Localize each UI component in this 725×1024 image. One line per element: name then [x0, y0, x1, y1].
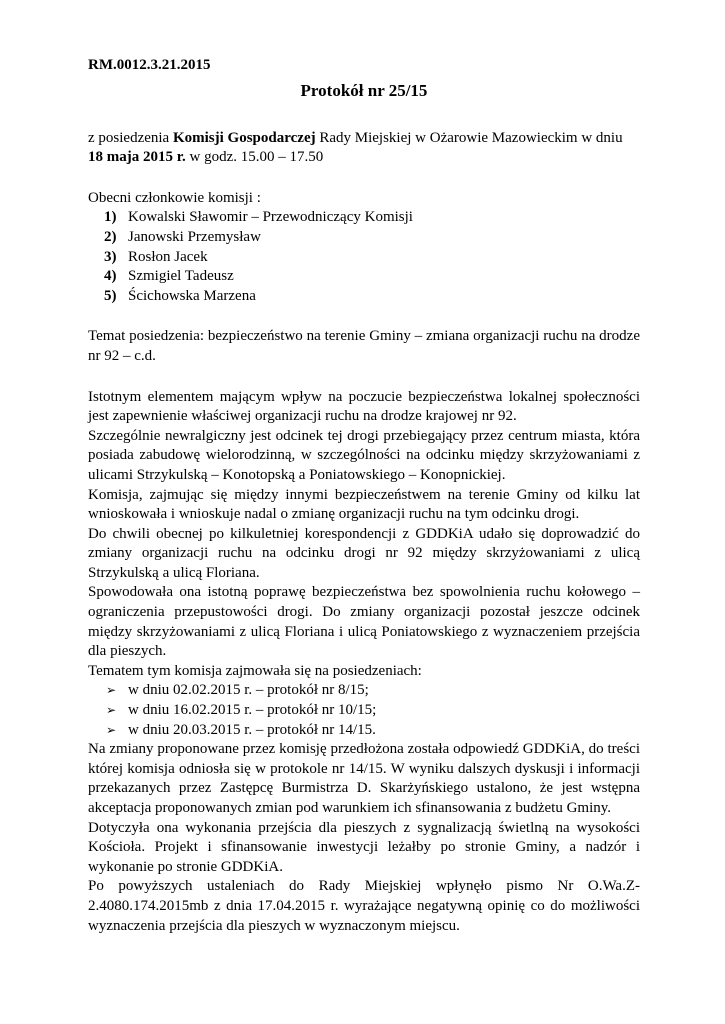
list-item [106, 681, 640, 701]
list-item [106, 701, 640, 721]
members-heading: Obecni członkowie komisji : [88, 189, 261, 206]
arrow-bullet-icon: ➢ [106, 722, 117, 737]
document-title: Protokół nr 25/15 [300, 80, 428, 100]
list-item [104, 248, 640, 268]
list-item [106, 721, 640, 741]
meeting-date: 18 maja 2015 r. [88, 149, 186, 166]
member-name: Janowski Przemysław [128, 228, 261, 245]
body-paragraph-1: Istotnym elementem mającym wpływ na poczucie bezpieczeństwa lokalnej społeczności jest zapewnienie właściwej organizacji ruchu na drodze krajowej nr 92. [88, 388, 640, 425]
session-entry: w dniu 20.03.2015 r. – protokół nr 14/15. [128, 721, 376, 738]
member-name: Rosłon Jacek [128, 248, 208, 265]
member-name: Szmigiel Tadeusz [128, 268, 234, 285]
body-paragraph-2: Szczególnie newralgiczny jest odcinek tej drogi przebiegający przez centrum miasta, która posiada zabudowę wielorodzinną, w szczególności na odcinku między skrzyżowaniami z ulicami Strzykulską – Konotopską a Poniatowskiego – Konopnickiej. [88, 427, 640, 483]
sessions-list [88, 681, 640, 740]
body-paragraph-6: Tematem tym komisja zajmowała się na posiedzeniach: [88, 662, 422, 679]
document-reference: RM.0012.3.21.2015 [88, 57, 211, 73]
list-number: 1) [104, 209, 117, 226]
session-entry: w dniu 16.02.2015 r. – protokół nr 10/15; [128, 702, 377, 719]
member-name: Kowalski Sławomir – Przewodniczący Komisji [128, 209, 413, 226]
members-list [88, 208, 640, 306]
body-paragraph-3: Komisja, zajmując się między innymi bezpieczeństwem na terenie Gminy od kilku lat wnioskowała i wnioskuje nadal o zmianę organizacji ruchu na tym odcinku drogi. [88, 486, 640, 523]
intro-text-1: z posiedzenia [88, 129, 173, 146]
intro-text-2: Rady Miejskiej w Ożarowie Mazowieckim w dniu [315, 129, 623, 146]
list-number: 3) [104, 248, 117, 265]
arrow-bullet-icon: ➢ [106, 703, 117, 718]
body-paragraph-8: Dotyczyła ona wykonania przejścia dla pieszych z sygnalizacją świetlną na wysokości Kościoła. Projekt i sfinansowanie inwestycji leżałby po stronie Gminy, a nadzór i wykonanie po stronie GDDKiA. [88, 819, 640, 875]
list-item [104, 228, 640, 248]
intro-paragraph [88, 129, 640, 168]
list-number: 5) [104, 287, 117, 304]
list-item [104, 287, 640, 307]
meeting-topic: Temat posiedzenia: bezpieczeństwo na terenie Gminy – zmiana organizacji ruchu na drodze nr 92 – c.d. [88, 328, 640, 364]
body-paragraph-4: Do chwili obecnej po kilkuletniej korespondencji z GDDKiA udało się doprowadzić do zmiany organizacji ruchu na odcinku drogi nr 92 między skrzyżowaniami z ulicą Strzykulską a ulicą Floriana. [88, 525, 640, 581]
document-page [88, 56, 640, 936]
intro-text-3: w godz. 15.00 – 17.50 [185, 149, 324, 166]
body-paragraph-9: Po powyższych ustaleniach do Rady Miejskiej wpłynęło pismo Nr O.Wa.Z-2.4080.174.2015mb z dnia 17.04.2015 r. wyrażające negatywną opinię co do możliwości wyznaczenia przejścia dla pieszych w wyznaczonym miejscu. [88, 878, 640, 934]
session-entry: w dniu 02.02.2015 r. – protokół nr 8/15; [128, 682, 369, 699]
list-number: 2) [104, 228, 117, 245]
body-paragraph-5: Spowodowała ona istotną poprawę bezpieczeństwa bez spowolnienia ruchu kołowego – ograniczenia przepustowości drogi. Do zmiany organizacji pozostał jeszcze odcinek między skrzyżowaniami z ulicą Floriana i ulicą Poniatowskiego z wyznaczeniem przejścia dla pieszych. [88, 584, 640, 660]
list-item [104, 267, 640, 287]
committee-name: Komisji Gospodarczej [172, 129, 316, 146]
body-paragraph-7: Na zmiany proponowane przez komisję przedłożona została odpowiedź GDDKiA, do treści której komisja odniosła się w protokole nr 14/15. W wyniku dalszych dyskusji i informacji przekazanych przez Zastępcę Burmistrza D. Skarżyńskiego ustalono, że jest wstępna akceptacja proponowanych zmian pod warunkiem ich sfinansowania z budżetu Gminy. [88, 741, 640, 816]
member-name: Ścichowska Marzena [128, 287, 256, 304]
arrow-bullet-icon: ➢ [106, 683, 117, 698]
list-number: 4) [104, 268, 117, 285]
list-item [104, 208, 640, 228]
